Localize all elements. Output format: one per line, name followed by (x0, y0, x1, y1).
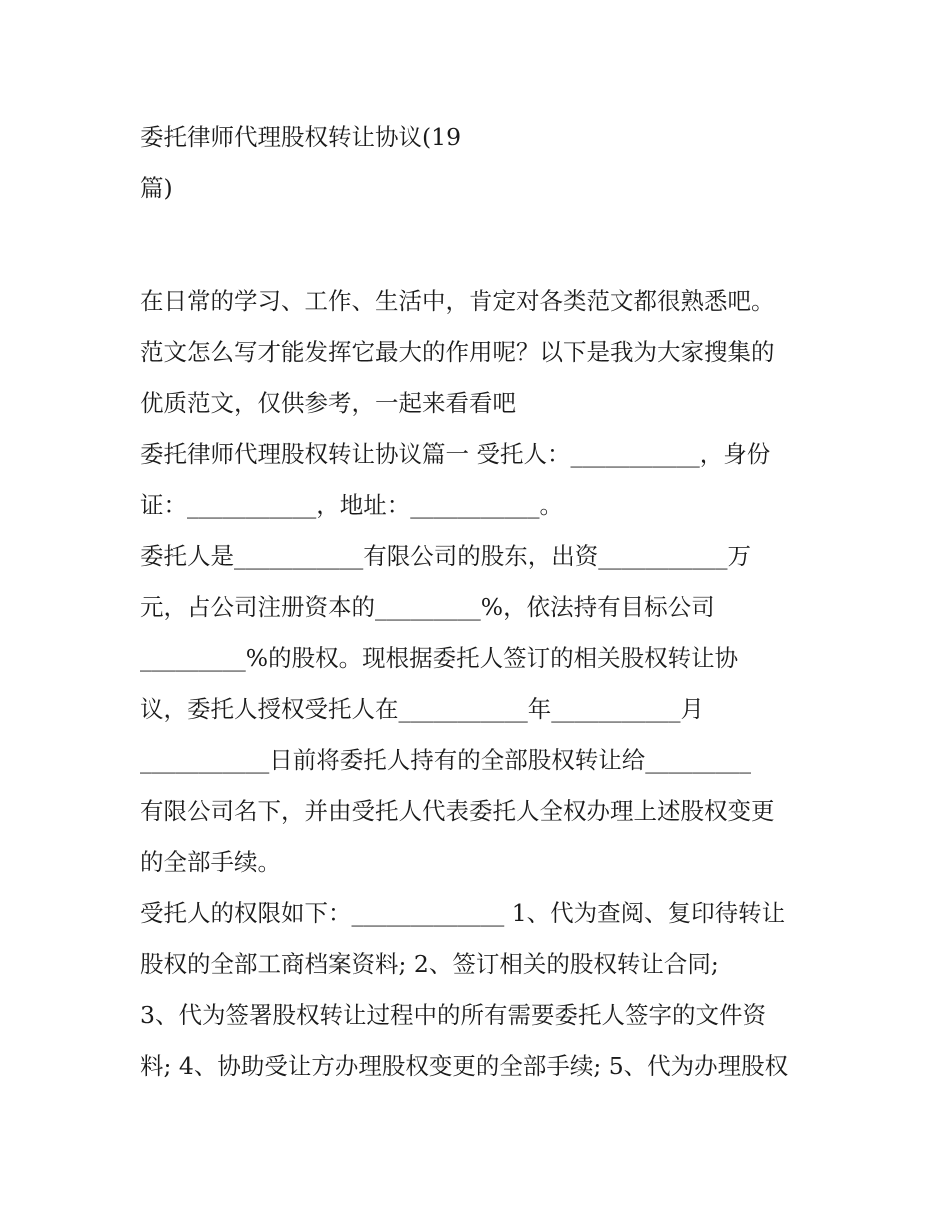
title-line: 委托律师代理股权转让协议(19 (140, 123, 462, 151)
body-line: 委托律师代理股权转让协议篇一 受托人：___________，身份 (140, 440, 771, 468)
body-line: 的全部手续。 (140, 848, 281, 876)
body-line: 议，委托人授权受托人在___________年___________月 (140, 695, 704, 723)
body-line: 3、代为签署股权转让过程中的所有需要委托人签字的文件资 (140, 1001, 766, 1029)
body-line: ___________日前将委托人持有的全部股权转让给_________ (140, 746, 751, 774)
body-line: 元，占公司注册资本的_________%，依法持有目标公司 (140, 593, 715, 621)
document-body (140, 276, 820, 1092)
body-line: 证：___________，地址：___________。 (140, 491, 563, 519)
body-line: 在日常的学习、工作、生活中，肯定对各类范文都很熟悉吧。 (140, 287, 775, 315)
body-line: _________%的股权。现根据委托人签订的相关股权转让协 (140, 644, 739, 672)
body-line: 料; 4、协助受让方办理股权变更的全部手续; 5、代为办理股权 (140, 1052, 789, 1080)
title-line: 篇) (140, 174, 173, 202)
body-line: 股权的全部工商档案资料; 2、签订相关的股权转让合同; (140, 950, 719, 978)
body-line: 优质范文，仅供参考，一起来看看吧 (140, 389, 516, 417)
body-line: 受托人的权限如下：_____________ 1、代为查阅、复印待转让 (140, 899, 786, 927)
body-line: 委托人是___________有限公司的股东，出资___________万 (140, 542, 751, 570)
body-line: 范文怎么写才能发挥它最大的作用呢？以下是我为大家搜集的 (140, 338, 775, 366)
body-line: 有限公司名下，并由受托人代表委托人全权办理上述股权变更 (140, 797, 775, 825)
document-title (140, 112, 820, 214)
